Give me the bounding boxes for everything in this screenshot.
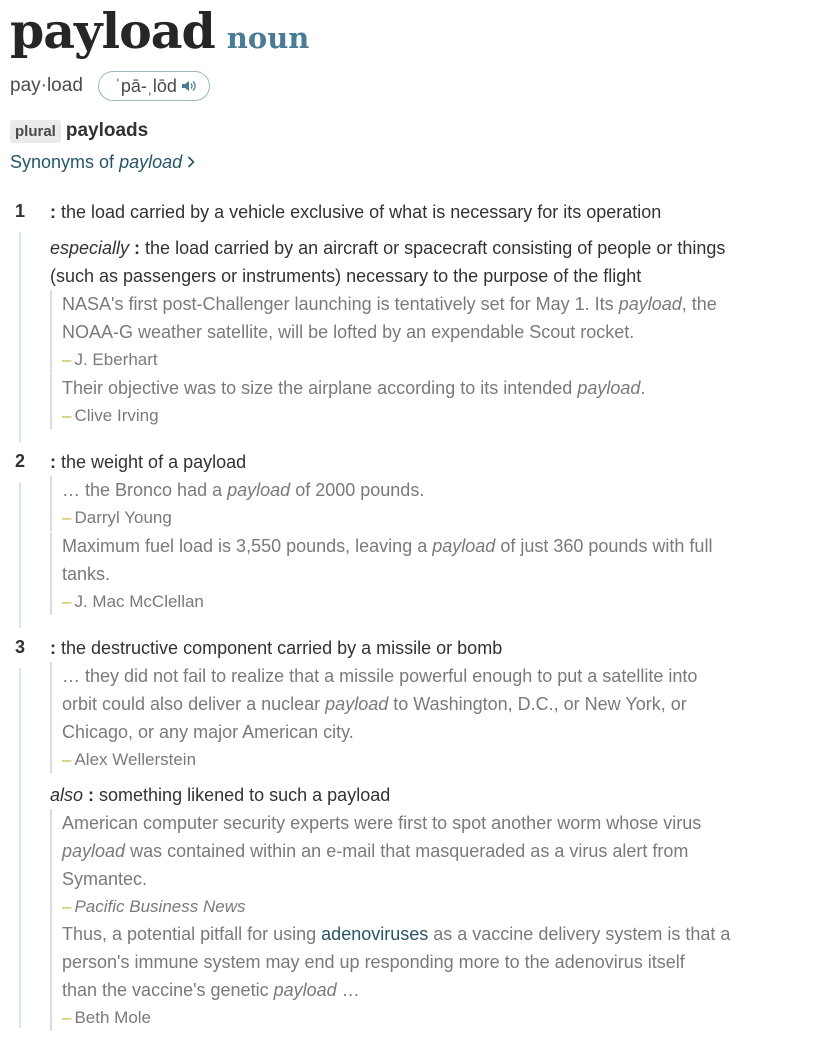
quote-author: – Alex Wellerstein (62, 750, 197, 769)
quote-author: – Beth Mole (62, 1008, 152, 1027)
sense-number: 1 (15, 201, 26, 221)
quote-author: – J. Mac McClellan (62, 592, 204, 611)
example-quote: … the Bronco had a payload of 2000 pounds. – Darryl Young (50, 476, 812, 531)
plural-row (10, 118, 148, 144)
pronunciation-row (10, 70, 210, 102)
example-quote: NASA's first post-Challenger launching is tentatively set for May 1. Its payload, the NOAA-G weather satellite, will be lofted by an expendable Scout rocket. – J. Eberhart (50, 290, 812, 373)
sub-definition: especially : the load carried by an aircraft or spacecraft consisting of people or things (such as passengers or instruments) necessary to the purpose of the flight (50, 238, 726, 286)
example-quote: Maximum fuel load is 3,550 pounds, leaving a payload of just 360 pounds with full tanks. – J. Mac McClellan (50, 532, 812, 615)
sense-rule (19, 482, 21, 628)
sense-number: 3 (15, 637, 26, 657)
example-quote: American computer security experts were first to spot another worm whose virus payload was contained within an e-mail that masqueraded as a virus alert from Symantec. – Pacific Business News (50, 809, 812, 920)
quote-author: – Darryl Young (62, 508, 172, 527)
adenoviruses-link[interactable]: adenoviruses (321, 924, 429, 944)
part-of-speech[interactable]: noun (226, 21, 310, 55)
headword-row (10, 2, 309, 60)
sense-rule (19, 668, 21, 1028)
definition: : the weight of a payload (50, 452, 247, 472)
example-quote: … they did not fail to realize that a missile powerful enough to put a satellite into orbit could also deliver a nuclear payload to Washington, D.C., or New York, or Chicago, or any major American city. – Alex Wellerstein (50, 662, 812, 773)
synonyms-word: payload (119, 152, 183, 172)
quote-author: – Clive Irving (62, 406, 159, 425)
pronunciation-text: ˈpā-ˌlōd (114, 75, 177, 96)
sense-1 (0, 198, 814, 448)
plural-form: payloads (65, 120, 149, 141)
chevron-right-icon (187, 156, 195, 168)
also-definition: also : something likened to such a payload (50, 785, 391, 805)
synonyms-link[interactable] (10, 152, 195, 173)
definition: : the load carried by a vehicle exclusive of what is necessary for its operation (50, 202, 662, 222)
example-quote: Thus, a potential pitfall for using adenoviruses as a vaccine delivery system is that a person's immune system may end up responding more to the adenovirus itself than the vaccine's genetic payload … – Beth Mole (50, 920, 812, 1031)
example-quote: Their objective was to size the airplane according to its intended payload. – Clive Irving (50, 374, 812, 429)
quote-author: – Pacific Business News (62, 897, 246, 916)
sense-3 (0, 634, 814, 1034)
definition: : the destructive component carried by a missile or bomb (50, 638, 503, 658)
pronunciation-button[interactable] (98, 71, 210, 101)
syllables: pay·load (10, 75, 83, 96)
synonyms-prefix: Synonyms of (10, 152, 115, 172)
speaker-icon (181, 80, 197, 92)
headword: payload (10, 2, 215, 60)
sense-rule (19, 232, 21, 442)
sense-number: 2 (15, 451, 26, 471)
plural-label: plural (10, 120, 61, 143)
sense-2 (0, 448, 814, 634)
quote-author: – J. Eberhart (62, 350, 158, 369)
